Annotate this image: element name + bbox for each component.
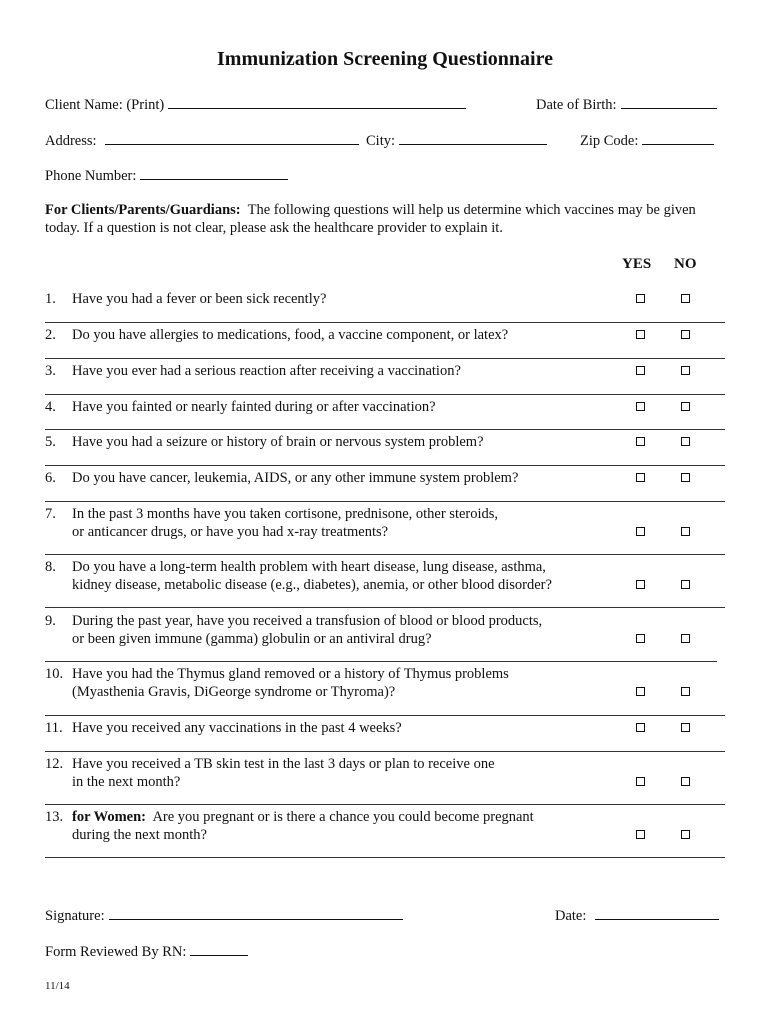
client-name-field[interactable]	[45, 94, 466, 114]
city-label: City:	[366, 133, 396, 149]
question-divider	[45, 358, 725, 359]
question-line-1	[72, 612, 632, 630]
question-line-1-text: Have you had a fever or been sick recently?	[72, 291, 327, 307]
question-line-1	[72, 665, 632, 683]
question-line-1-text: Have you received any vaccinations in the past 4 weeks?	[72, 720, 402, 736]
question-line-2: during the next month?	[72, 827, 207, 843]
signature-label: Signature:	[45, 908, 105, 924]
question-number: 1.	[45, 291, 56, 307]
question-divider	[45, 465, 725, 466]
question-number: 9.	[45, 613, 56, 629]
question-text	[72, 469, 632, 487]
question-divider	[45, 661, 717, 662]
question-divider	[45, 501, 725, 502]
city-field[interactable]	[366, 130, 547, 150]
question-divider	[45, 607, 725, 608]
phone-number-line[interactable]	[140, 165, 288, 180]
question-number: 3.	[45, 363, 56, 379]
phone-number-label: Phone Number:	[45, 168, 137, 184]
question-divider	[45, 429, 725, 430]
yes-checkbox[interactable]	[636, 366, 645, 375]
question-divider	[45, 857, 725, 858]
yes-checkbox[interactable]	[636, 294, 645, 303]
zip-code-line[interactable]	[642, 130, 714, 145]
question-line-1-text: Do you have cancer, leukemia, AIDS, or any other immune system problem?	[72, 470, 519, 486]
question-line-1-text: Do you have a long-term health problem with heart disease, lung disease, asthma,	[72, 559, 546, 575]
question-line-1	[72, 808, 632, 826]
question-line-2: in the next month?	[72, 774, 181, 790]
question-line-1	[72, 362, 632, 380]
no-checkbox[interactable]	[681, 723, 690, 732]
question-divider	[45, 322, 725, 323]
question-line-1-text: Do you have allergies to medications, food, a vaccine component, or latex?	[72, 327, 509, 343]
no-checkbox[interactable]	[681, 366, 690, 375]
question-divider	[45, 715, 725, 716]
form-version: 11/14	[45, 980, 70, 992]
zip-code-field[interactable]	[580, 130, 714, 150]
question-divider	[45, 394, 725, 395]
yes-checkbox[interactable]	[636, 634, 645, 643]
question-line-2: (Myasthenia Gravis, DiGeorge syndrome or Thyroma)?	[72, 684, 396, 700]
yes-checkbox[interactable]	[636, 527, 645, 536]
question-text	[72, 808, 632, 844]
question-number: 8.	[45, 559, 56, 575]
question-number: 2.	[45, 327, 56, 343]
zip-code-label: Zip Code:	[580, 133, 639, 149]
question-line-1-text: Have you received a TB skin test in the last 3 days or plan to receive one	[72, 756, 495, 772]
no-checkbox[interactable]	[681, 437, 690, 446]
question-number: 10.	[45, 666, 64, 682]
question-text	[72, 505, 632, 541]
client-name-line[interactable]	[168, 94, 466, 109]
yes-checkbox[interactable]	[636, 580, 645, 589]
no-checkbox[interactable]	[681, 634, 690, 643]
intro-paragraph	[45, 201, 730, 237]
no-column-header: NO	[674, 256, 697, 272]
intro-text: The following questions will help us determine which vaccines may be given today. If a question is not clear, please ask the healthcare provider to explain it.	[45, 202, 696, 236]
yes-checkbox[interactable]	[636, 830, 645, 839]
yes-checkbox[interactable]	[636, 330, 645, 339]
question-text	[72, 755, 632, 791]
reviewed-by-field[interactable]	[45, 941, 248, 961]
phone-number-field[interactable]	[45, 165, 288, 185]
yes-column-header: YES	[622, 256, 652, 272]
question-text	[72, 558, 632, 594]
question-text	[72, 433, 632, 451]
no-checkbox[interactable]	[681, 527, 690, 536]
signature-field[interactable]	[45, 905, 403, 925]
question-number: 12.	[45, 756, 64, 772]
question-line-1-text: Have you fainted or nearly fainted during or after vaccination?	[72, 399, 436, 415]
yes-checkbox[interactable]	[636, 687, 645, 696]
question-text	[72, 398, 632, 416]
question-divider	[45, 804, 725, 805]
question-text	[72, 326, 632, 344]
question-line-2: or anticancer drugs, or have you had x-ray treatments?	[72, 524, 389, 540]
question-line-1-text: Have you had a seizure or history of brain or nervous system problem?	[72, 434, 484, 450]
address-line[interactable]	[105, 130, 359, 145]
no-checkbox[interactable]	[681, 830, 690, 839]
no-checkbox[interactable]	[681, 294, 690, 303]
signature-line[interactable]	[109, 905, 403, 920]
question-number: 5.	[45, 434, 56, 450]
question-line-1-text: During the past year, have you received a transfusion of blood or blood products,	[72, 613, 543, 629]
question-text	[72, 665, 632, 701]
question-line-1	[72, 433, 632, 451]
address-field[interactable]	[45, 130, 359, 150]
yes-checkbox[interactable]	[636, 402, 645, 411]
question-line-1	[72, 505, 632, 523]
question-bold-prefix: for Women:	[72, 809, 146, 825]
question-line-1-text: Have you had the Thymus gland removed or a history of Thymus problems	[72, 666, 509, 682]
question-line-1	[72, 326, 632, 344]
client-name-label: Client Name: (Print)	[45, 97, 165, 113]
no-checkbox[interactable]	[681, 473, 690, 482]
yes-checkbox[interactable]	[636, 437, 645, 446]
address-label: Address:	[45, 133, 97, 149]
question-number: 11.	[45, 720, 63, 736]
question-number: 6.	[45, 470, 56, 486]
reviewed-by-label: Form Reviewed By RN:	[45, 944, 187, 960]
question-number: 4.	[45, 399, 56, 415]
question-line-1	[72, 290, 632, 308]
question-text	[72, 362, 632, 380]
date-of-birth-line[interactable]	[621, 94, 717, 109]
date-label: Date:	[555, 908, 587, 924]
date-field[interactable]	[555, 905, 719, 925]
date-line[interactable]	[595, 905, 719, 920]
yes-checkbox[interactable]	[636, 777, 645, 786]
form-title: Immunization Screening Questionnaire	[217, 48, 553, 70]
question-line-1	[72, 719, 632, 737]
question-line-1	[72, 469, 632, 487]
question-line-1-text: Have you ever had a serious reaction after receiving a vaccination?	[72, 363, 461, 379]
yes-checkbox[interactable]	[636, 473, 645, 482]
date-of-birth-label: Date of Birth:	[536, 97, 617, 113]
no-checkbox[interactable]	[681, 402, 690, 411]
question-line-1	[72, 755, 632, 773]
no-checkbox[interactable]	[681, 687, 690, 696]
question-divider	[45, 554, 725, 555]
question-line-1	[72, 558, 632, 576]
reviewed-by-line[interactable]	[190, 941, 248, 956]
no-checkbox[interactable]	[681, 777, 690, 786]
question-line-2: or been given immune (gamma) globulin or an antiviral drug?	[72, 631, 432, 647]
question-line-1-text: Are you pregnant or is there a chance you could become pregnant	[152, 809, 534, 825]
yes-checkbox[interactable]	[636, 723, 645, 732]
question-number: 7.	[45, 506, 56, 522]
city-line[interactable]	[399, 130, 547, 145]
date-of-birth-field[interactable]	[536, 94, 717, 114]
no-checkbox[interactable]	[681, 580, 690, 589]
question-text	[72, 719, 632, 737]
question-line-2: kidney disease, metabolic disease (e.g., diabetes), anemia, or other blood disorder?	[72, 577, 552, 593]
question-divider	[45, 751, 725, 752]
question-line-1-text: In the past 3 months have you taken cortisone, prednisone, other steroids,	[72, 506, 499, 522]
question-number: 13.	[45, 809, 64, 825]
no-checkbox[interactable]	[681, 330, 690, 339]
question-text	[72, 612, 632, 648]
question-text	[72, 290, 632, 308]
question-line-1	[72, 398, 632, 416]
intro-bold-label: For Clients/Parents/Guardians:	[45, 202, 241, 218]
